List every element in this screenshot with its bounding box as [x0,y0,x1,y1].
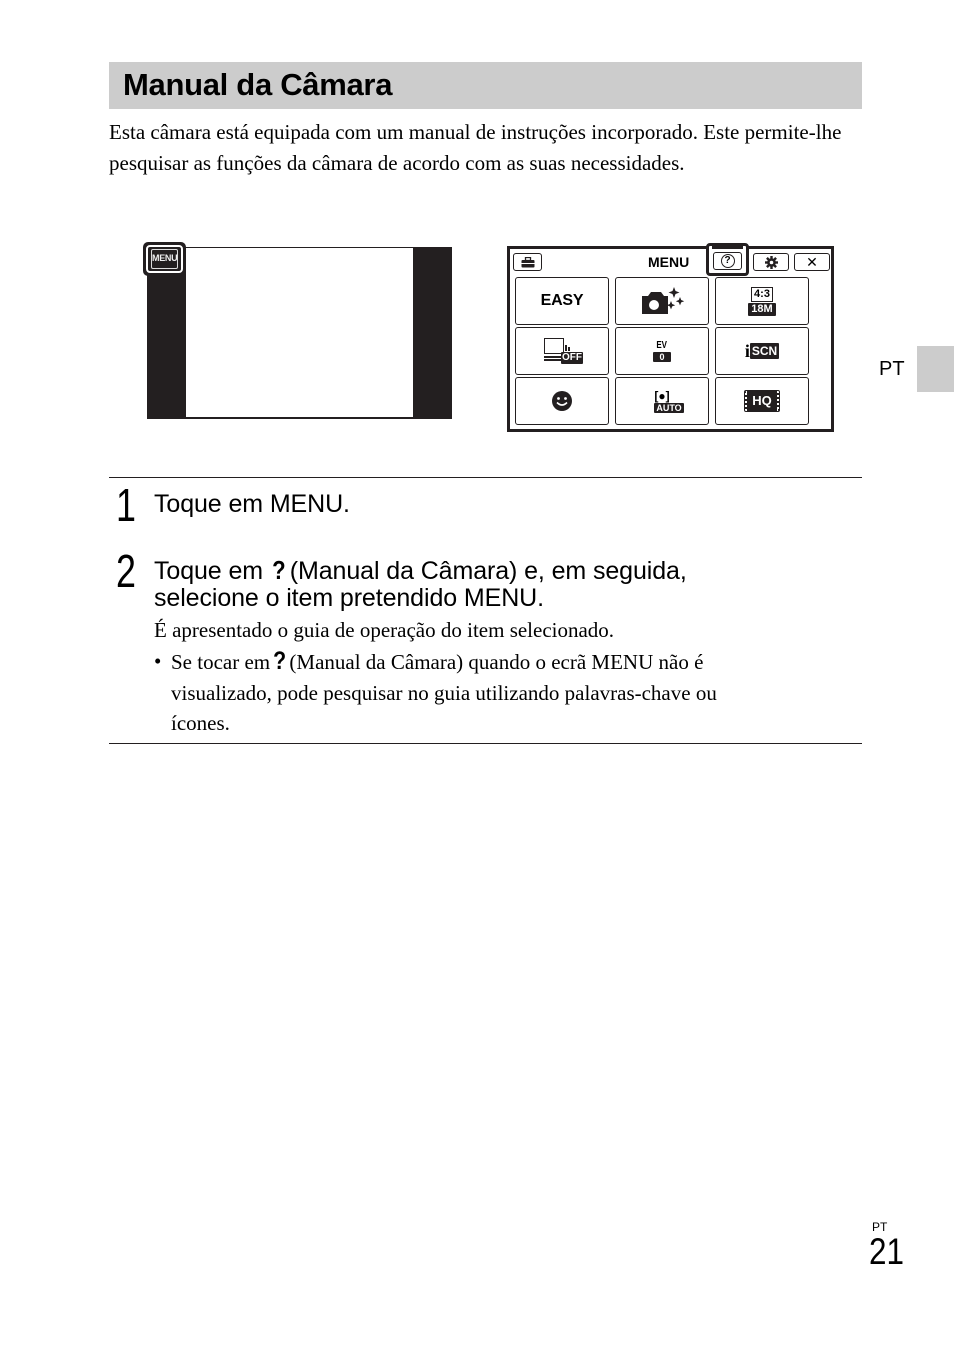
tile-exposure-compensation: EV 0 [615,327,709,375]
tile-burst-off: OFF [515,327,609,375]
tile-intelligent-scene: i SCN [715,327,809,375]
close-icon: ✕ [794,253,830,271]
help-question-icon: ? [272,555,286,585]
steps-top-rule [109,477,862,478]
page-number: 21 [869,1231,904,1272]
tile-smile-shutter [515,377,609,425]
toolbox-icon [513,253,542,271]
section-title: Manual da Câmara [123,67,393,102]
camera-shooting-screen-illustration [147,247,452,419]
tile-image-size: 4:3 18M [715,277,809,325]
tile-easy-mode: EASY [515,277,609,325]
help-question-icon: ? [273,647,287,675]
section-heading-bar [109,62,862,109]
steps-bottom-rule [109,743,862,744]
step-1-number: 1 [116,479,136,531]
tile-face-detection: [●] AUTO [615,377,709,425]
menu-screen-title: MENU [648,254,690,270]
intro-paragraph: Esta câmara está equipada com um manual de instruções incorporado. Este permite-lhe pesquisar as funções da câmara de acordo com as suas necessidades. [109,120,842,175]
smile-icon [551,390,573,412]
live-view-area [186,248,413,417]
menu-button-icon: MENU [151,249,178,269]
footer-language: PT [872,1220,888,1234]
tile-movie-quality: HQ [715,377,809,425]
step-2-number: 2 [116,545,136,597]
gear-icon [753,253,789,271]
help-question-icon: ? [713,252,742,270]
help-button-highlight [706,243,749,276]
step-1-text: Toque em MENU. [154,490,350,518]
step-2-text: Toque em ? (Manual da Câmara) e, em seguida, selecione o item pretendido MENU. [154,555,687,612]
camera-menu-screen-illustration [507,246,834,432]
side-tab-marker [917,346,954,392]
note-bullet: • Se tocar em ? (Manual da Câmara) quando o ecrã MENU não é visualizado, pode pesquisar no guia utilizando palavras-chave ou ícones. [154,647,717,735]
camera-sparkle-icon [639,286,685,316]
side-tab-language-label: PT [879,358,905,380]
menu-button-highlight [143,242,186,276]
step-2-description: É apresentado o guia de operação do item selecionado. [154,618,615,642]
tile-photo-creativity [615,277,709,325]
